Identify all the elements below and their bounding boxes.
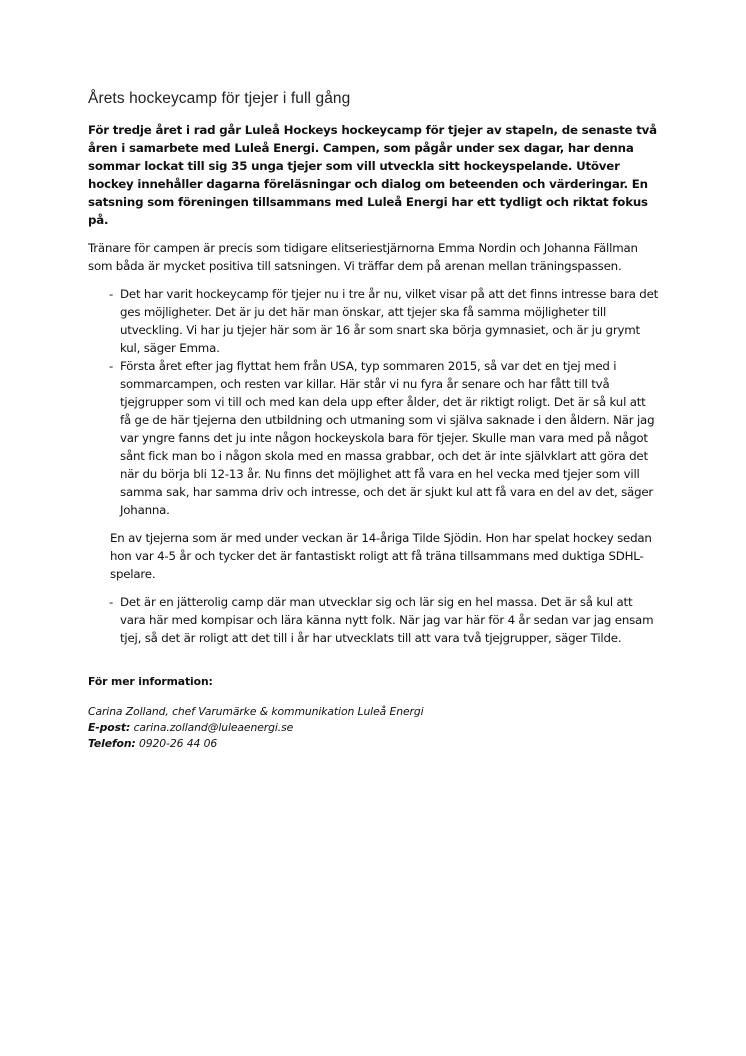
quote-text: Det är en jätterolig camp där man utvecklar sig och lär sig en hel massa. Det är så kul att vara här med kompisar och lära känna nytt folk. När jag var här för 4 år sedan var jag ensam tjej, så det är roligt att det till i år har utvecklats till att vara två tjejgrupper, säger Tilde. <box>120 595 654 645</box>
dash-bullet: - <box>109 359 114 373</box>
contact-person: Carina Zolland, chef Varumärke & kommunikation Luleå Energi <box>88 705 424 718</box>
contact-email-row <box>88 720 660 736</box>
quote-emma <box>88 285 660 357</box>
email-label: E-post: <box>88 721 131 734</box>
tilde-intro: En av tjejerna som är med under veckan är 14-åriga Tilde Sjödin. Hon har spelat hockey sedan hon var 4-5 år och tycker det är fantastiskt roligt att få träna tillsammans med duktiga SDHL-spelare. <box>110 531 652 581</box>
phone-label: Telefon: <box>88 737 136 750</box>
press-release <box>88 90 660 752</box>
phone-number: 0920-26 44 06 <box>138 737 218 750</box>
quote-johanna <box>88 357 660 519</box>
contact-block <box>88 674 660 752</box>
dash-bullet: - <box>109 287 114 301</box>
quote-text: Det har varit hockeycamp för tjejer nu i tre år nu, vilket visar på att det finns intresse bara det ges möjligheter. Det är ju det här man önskar, att tjejer ska få samma möjligheter till utveckling. Vi har ju tjejer här som är 16 år som snart ska börja gymnasiet, och är ju grymt kul, säger Emma. <box>120 287 659 355</box>
player-quotes <box>88 593 660 647</box>
quote-text: Första året efter jag flyttat hem från USA, typ sommaren 2015, så var det en tjej med i sommarcampen, och resten var killar. Här står vi nu fyra år senare och har fått till två tjejgrupper som vi till och med kan dela upp efter ålder, det är riktigt roligt. Det är så kul att få ge de här tjejerna den utbildning och utmaning som vi själva saknade i den åldern. När jag var yngre fanns det ju inte någon hockeyskola bara för tjejer. Skulle man vara med på något sånt fick man bo i någon skola med en massa grabbar, och det är inte självklart att göra det när du börja bli 12-13 år. Nu finns det möjlighet att få vara en hel vecka med tjejer som vill samma sak, har samma driv och intresse, och det är sjukt kul att få vara en del av det, säger Johanna. <box>120 359 655 517</box>
article-intro: Tränare för campen är precis som tidigare elitseriestjärnorna Emma Nordin och Johanna Fällman som båda är mycket positiva till satsningen. Vi träffar dem på arenan mellan träningspassen. <box>88 241 638 273</box>
article-lead: För tredje året i rad går Luleå Hockeys hockeycamp för tjejer av stapeln, de senaste två åren i samarbete med Luleå Energi. Campen, som pågår under sex dagar, har denna sommar lockat till sig 35 unga tjejer som vill utveckla sitt hockeyspelande. Utöver hockey innehåller dagarna föreläsningar och dialog om beteenden och värderingar. En satsning som föreningen tillsammans med Luleå Energi har ett tydligt och riktat fokus på. <box>88 123 657 227</box>
article-title: Årets hockeycamp för tjejer i full gång <box>88 90 351 107</box>
quote-tilde <box>88 593 660 647</box>
dash-bullet: - <box>109 595 114 609</box>
email-link[interactable]: carina.zolland@luleaenergi.se <box>133 721 294 734</box>
contact-phone-row <box>88 736 660 752</box>
contact-heading: För mer information: <box>88 675 213 688</box>
coach-quotes <box>88 285 660 519</box>
